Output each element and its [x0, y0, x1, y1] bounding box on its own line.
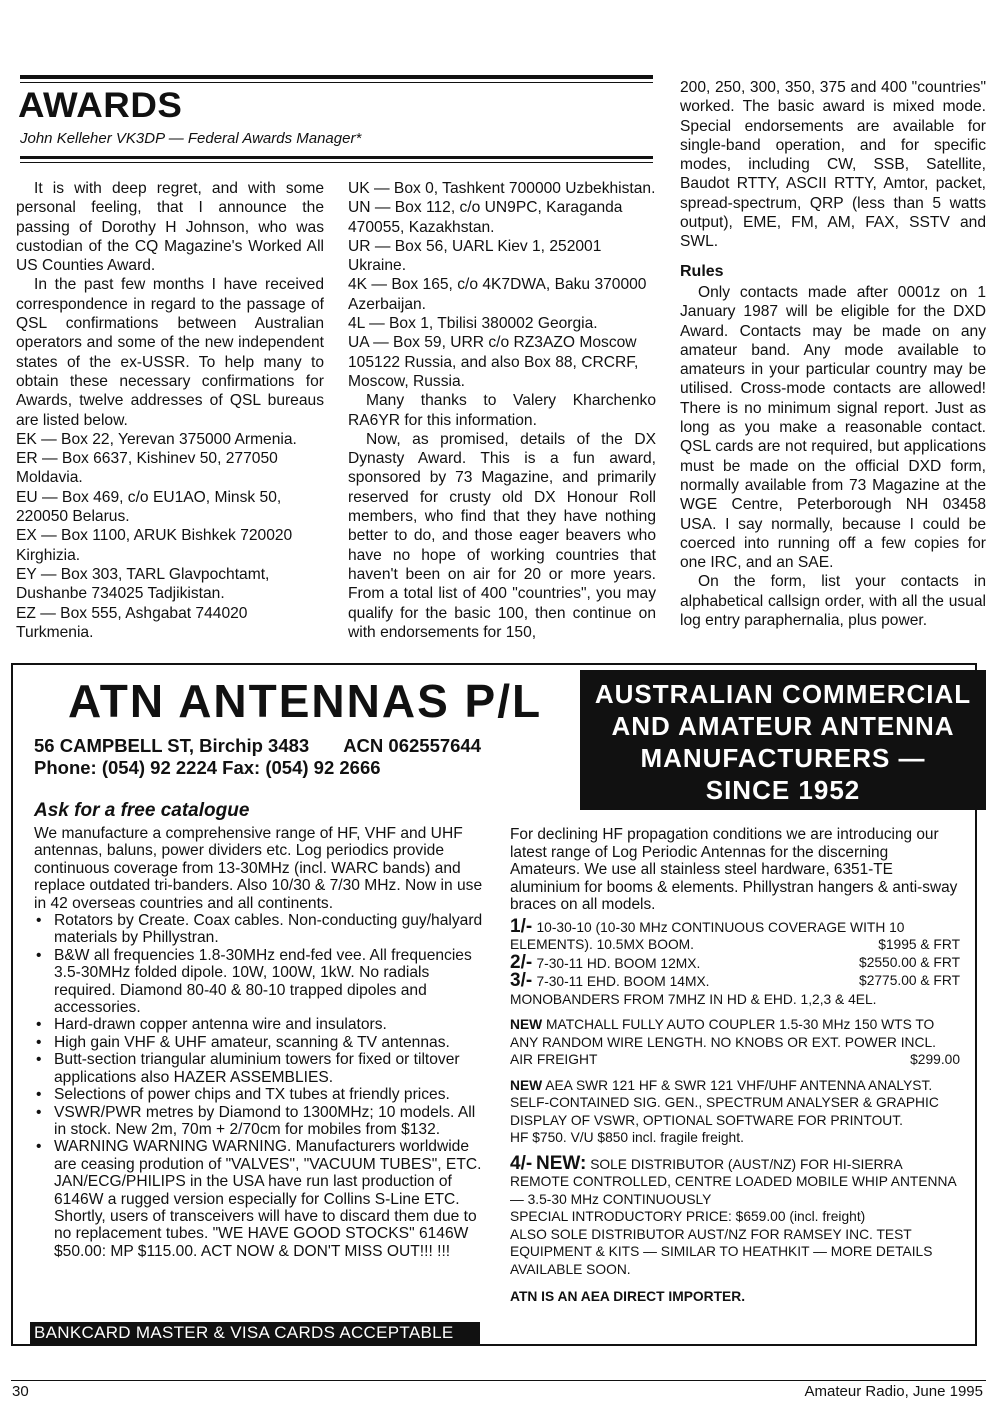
bureau-entry: EX — Box 1100, ARUK Bishkek 720020 Kirghizia.: [16, 527, 293, 564]
paragraph: Many thanks to Valery Kharchenko RA6YR for this information.: [348, 392, 656, 429]
header-rule-top-thin: [20, 82, 653, 83]
bureau-entry: EY — Box 303, TARL Glavpochtamt, Dushanbe 734025 Tadjikistan.: [16, 565, 270, 603]
paragraph: On the form, list your contacts in alphabetical callsign order, with all the usual log entry paraphernalia, plus power.: [680, 573, 986, 630]
aea-price: HF $750. V/U $850 incl. fragile freight.: [510, 1130, 744, 1145]
ad-catalogue-heading: Ask for a free catalogue: [34, 800, 250, 821]
ramsey-note: ALSO SOLE DISTRIBUTOR AUST/NZ FOR RAMSEY INC. TEST EQUIPMENT & KITS — SIMILAR TO HEATHKIT — MORE DETAILS AVAILABLE SOON.: [510, 1226, 933, 1277]
paragraph: 200, 250, 300, 350, 375 and 400 "countries" worked. The basic award is mixed mode. Special endorsements are available for single-band operation, and for specific modes, including CW, SSB, Satellite, Baudot RTTY, ASCII RTTY, Amtor, packet, spread-spectrum, QRP (less than 5 watts output), EME, FM, AM, FAX, SSTV and SWL.: [680, 79, 986, 251]
product-item-1: [510, 915, 960, 954]
ad-address: [34, 735, 481, 779]
ad-tagline-line: MANUFACTURERS —: [640, 743, 926, 773]
ad-tagline-line: AUSTRALIAN COMMERCIAL: [594, 679, 972, 709]
list-item: • High gain VHF & UHF amateur, scanning & TV antennas.: [34, 1034, 484, 1051]
item-number: 3/-: [510, 970, 533, 991]
bureau-entry: 4L — Box 1, Tbilisi 380002 Georgia.: [348, 315, 598, 333]
product-item-4: [510, 1152, 960, 1209]
item-price: $2550.00 & FRT: [859, 954, 960, 970]
list-item: • Hard-drawn copper antenna wire and insulators.: [34, 1016, 484, 1033]
product-item-2: [510, 951, 960, 973]
ad-phone: Phone: (054) 92 2224 Fax: (054) 92 2666: [34, 757, 381, 778]
ad-tagline-box: [580, 670, 986, 810]
item-number: 4/-: [510, 1152, 533, 1174]
paragraph: Only contacts made after 0001z on 1 January 1987 will be eligible for the DXD Award. Contacts may be made on any amateur band. Any mode available to amateurs in your particular country may be utilised. Cross-mode contacts are allowed! There is no minimum signal report. Just as long as you make a reasonable contact. QSL cards are not required, but applications must be made on the official DXD form, normally available from 73 Magazine at the WGE Centre, Peterborough NH 03458 USA. I say normally, because I could be coerced into running off a few copies for one IRC, and an SAE.: [680, 283, 986, 572]
product-item-3: [510, 972, 960, 991]
bureau-entry: UR — Box 56, UARL Kiev 1, 252001 Ukraine.: [348, 237, 602, 275]
item-description: 7-30-11 EHD. BOOM 14MX.: [536, 974, 710, 989]
bankcard-banner: BANKCARD MASTER & VISA CARDS ACCEPTABLE: [30, 1322, 480, 1344]
item-price: $1995 & FRT: [878, 937, 960, 952]
page-title: AWARDS: [18, 86, 183, 125]
ad-acn: ACN 062557644: [343, 735, 482, 756]
article-column-1: [16, 179, 324, 642]
matchall-item: [510, 1016, 960, 1069]
list-item: • VSWR/PWR metres by Diamond to 1300MHz; 10 models. All in stock. New 2m, 70m + 2/70cm for mobiles from $132.: [34, 1104, 484, 1139]
matchall-price: $299.00: [910, 1052, 960, 1067]
ad-tagline-line: SINCE 1952: [705, 775, 861, 805]
ad-bullet-list: [34, 912, 484, 1260]
special-price: SPECIAL INTRODUCTORY PRICE: $659.00 (incl. freight): [510, 1209, 866, 1224]
header-rule-bottom-thin: [20, 162, 653, 163]
article-column-2: [348, 179, 656, 642]
footer-rule: [11, 1380, 986, 1381]
header-rule-bottom: [20, 156, 653, 159]
importer-note: ATN IS AN AEA DIRECT IMPORTER.: [510, 1289, 746, 1304]
paragraph: Now, as promised, details of the DX Dynasty Award. This is a fun award, sponsored by 73 Magazine, and primarily reserved for crusty old DX Honour Roll members, who find that they have nothing better to do, and those eager beavers who have no hope of working countries that haven't been on air for 20 or more years. From a total list of 400 "countries", you may qualify for the basic 100, then continue on with endorsements for 150,: [348, 430, 656, 641]
paragraph: In the past few months I have received correspondence in regard to the passage of QSL confirmations between Australian operators and some of the new independent states of the ex-USSR. To help many to obtain these necessary confirmations for Awards, twelve addresses of QSL bureaus are listed below.: [16, 276, 324, 429]
aea-item: [510, 1077, 960, 1130]
item-number: 1/-: [510, 915, 533, 937]
bureau-entry: UA — Box 59, URR c/o RZ3AZO Moscow 105122 Russia, and also Box 88, CRCRF, Moscow, Russia.: [348, 334, 639, 390]
aea-text: AEA SWR 121 HF & SWR 121 VHF/UHF ANTENNA ANALYST. SELF-CONTAINED SIG. GEN., SPECTRUM ANALYSER & GRAPHIC DISPLAY OF VSWR, OPTIONAL SOFTWARE FOR PRINTOUT.: [510, 1077, 939, 1128]
ad-street: 56 CAMPBELL ST, Birchip 3483: [34, 735, 310, 756]
list-item: • WARNING WARNING WARNING. Manufacturers worldwide are ceasing prodution of "VALVES", "VACUUM TUBES", ETC. JAN/ECG/PHILIPS in the USA have run last production of 6146W a rugged version especially for Collins S-Line ETC. Shortly, users of transceivers will have to discard them due to no replacement tubes. "WE HAVE GOOD STOCKS" 6146W $50.00: MP $115.00. ACT NOW & DON'T MISS OUT!!! !!!: [34, 1138, 484, 1260]
publication-info: Amateur Radio, June 1995: [804, 1383, 983, 1400]
item-price: $2775.00 & FRT: [859, 973, 960, 988]
ad-right-column: [510, 826, 960, 1306]
item-description: 10-30-10 (10-30 MHz CONTINUOUS COVERAGE WITH 10 ELEMENTS). 10.5MX BOOM.: [510, 919, 905, 952]
ad-right-intro: For declining HF propagation conditions we are introducing our latest range of Log Periodic Antennas for the discerning Amateurs. We use all stainless steel hardware, 6351-TE aluminium for booms & elements. Phillystran hangers & anti-sway braces on all models.: [510, 826, 958, 913]
monobanders-note: MONOBANDERS FROM 7MHZ IN HD & EHD. 1,2,3 & 4EL.: [510, 991, 877, 1007]
article-column-3: [680, 78, 986, 630]
list-item: • Rotators by Create. Coax cables. Non-conducting guy/halyard materials by Phillystran.: [34, 912, 484, 947]
list-item: • B&W all frequencies 1.8-30MHz end-fed vee. All frequencies 3.5-30MHz folded dipole. 10W, 100W, 1kW. No radials required. Diamond 80-40 & 80-10 trapped dipoles and accessories.: [34, 947, 484, 1017]
item-number: 2/-: [510, 951, 533, 973]
bureau-entry: UN — Box 112, c/o UN9PC, Karaganda 470055, Kazakhstan.: [348, 199, 623, 236]
matchall-text: MATCHALL FULLY AUTO COUPLER 1.5-30 MHz 150 WTS TO ANY RANDOM WIRE LENGTH. NO KNOBS OR EXT. POWER INCL. AIR FREIGHT: [510, 1017, 936, 1067]
list-item: • Butt-section triangular aluminium towers for fixed or tiltover applications also HAZER ASSEMBLIES.: [34, 1051, 484, 1086]
item-description: SOLE DISTRIBUTOR (AUST/NZ) FOR HI-SIERRA REMOTE CONTROLLED, CENTRE LOADED MOBILE WHIP ANTENNA — 3.5-30 MHz CONTINUOUSLY: [510, 1156, 956, 1207]
bureau-entry: ER — Box 6637, Kishinev 50, 277050 Moldavia.: [16, 450, 278, 487]
ad-left-column: [34, 825, 484, 1260]
bureau-entry: EK — Box 22, Yerevan 375000 Armenia.: [16, 430, 297, 448]
bureau-entry: EU — Box 469, c/o EU1AO, Minsk 50, 220050 Belarus.: [16, 488, 282, 526]
byline: John Kelleher VK3DP — Federal Awards Manager*: [20, 130, 362, 147]
bureau-entry: EZ — Box 555, Ashgabat 744020 Turkmenia.: [16, 604, 248, 641]
bureau-entry: UK — Box 0, Tashkent 700000 Uzbekhistan.: [348, 180, 656, 197]
new-label: NEW:: [536, 1152, 587, 1174]
header-rule-top: [20, 75, 653, 79]
ad-title: ATN ANTENNAS P/L: [68, 675, 543, 727]
bureau-entry: 4K — Box 165, c/o 4K7DWA, Baku 370000 Azerbaijan.: [348, 276, 647, 313]
ad-intro: We manufacture a comprehensive range of HF, VHF and UHF antennas, baluns, power dividers etc. Log periodics provide continuous coverage from 13-30MHz (incl. WARC bands) and replace outdated tri-banders. Also 10/30 & 7/30 MHz. Now in use in 42 overseas countries and all continents.: [34, 825, 483, 912]
section-heading: Rules: [680, 262, 724, 280]
new-label: NEW: [510, 1017, 543, 1032]
ad-tagline-line: AND AMATEUR ANTENNA: [611, 711, 955, 741]
page-number: 30: [12, 1383, 29, 1400]
list-item: • Selections of power chips and TX tubes at friendly prices.: [34, 1086, 484, 1103]
paragraph: It is with deep regret, and with some personal feeling, that I announce the passing of Dorothy H Johnson, who was custodian of the CQ Magazine's Worked All US Counties Award.: [16, 180, 324, 275]
new-label: NEW: [510, 1077, 543, 1093]
item-description: 7-30-11 HD. BOOM 12MX.: [536, 955, 701, 971]
